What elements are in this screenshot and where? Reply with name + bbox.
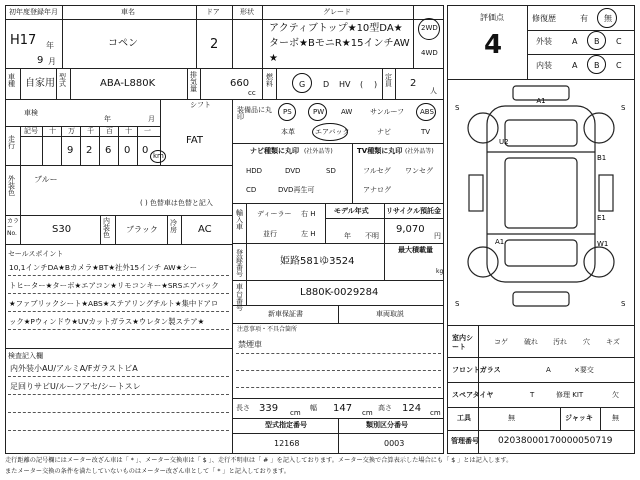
type-no-value: 12168 <box>274 439 300 448</box>
inspector-line-2: 足回りサビU/ルーフアセ/シートスレ <box>10 382 141 391</box>
ext-b-circle <box>587 31 606 50</box>
equip-aw: AW <box>341 108 353 116</box>
glass-label: フロントガラス <box>452 366 501 374</box>
door-value: 2 <box>210 37 219 52</box>
length-value: 339 <box>259 403 279 414</box>
int-b-circle <box>587 55 606 74</box>
model-year-unknown: 不明 <box>365 232 379 240</box>
sales-points-label: セールスポイント <box>8 250 64 258</box>
recycle-label: リサイクル預託金 <box>386 207 442 215</box>
mileage-unit-km: km <box>153 152 164 160</box>
shift-label: シフト <box>190 101 211 109</box>
first-reg-month-unit: 月 <box>48 57 56 66</box>
diag-e1: E1 <box>597 214 606 222</box>
int-opt-c: C <box>616 61 622 70</box>
recycle-value: 9,070 <box>396 224 425 235</box>
seat-opt-5: キズ <box>606 338 620 346</box>
mileage-digit-3: 6 <box>105 145 112 156</box>
seat-label: 室内シート <box>452 334 473 352</box>
height-value: 124 <box>402 403 422 414</box>
equip-airbag: エアバック <box>315 128 350 136</box>
int-color-label: 内装色 <box>103 217 110 239</box>
mileage-digit-1: 9 <box>67 145 74 156</box>
diag-a1-front: A1 <box>536 97 546 105</box>
place-10k: 万 <box>68 127 75 135</box>
color-value: ブルー <box>34 175 58 184</box>
equip-leather: 本革 <box>281 128 295 136</box>
equip-abs-circle <box>416 103 436 121</box>
seat-opt-4: 穴 <box>583 338 590 346</box>
seat-opt-1: コゲ <box>494 338 508 346</box>
spare-opt-kit: 修理 KIT <box>556 391 584 399</box>
mgmt-value: 020380001700000507​19 <box>498 436 613 446</box>
load-unit: kg <box>436 268 444 275</box>
color-code-value: S30 <box>52 224 72 235</box>
equip-ps: PS <box>283 108 292 116</box>
sales-line-1: 10,1インチDA★Bカメラ★BT★社外15インチ AW★シー <box>9 263 198 272</box>
navi-hdd: HDD <box>246 167 263 175</box>
tools-label: 工具 <box>457 414 471 422</box>
inspection-month: 月 <box>148 115 155 123</box>
diag-b1: B1 <box>597 154 607 162</box>
diag-s-4: S <box>621 300 626 308</box>
seat-opt-3: 汚れ <box>553 338 567 346</box>
mileage-digit-5: 0 <box>142 145 149 156</box>
sales-line-4: ック★Pウィンドウ★UVカットガラス★ウレタン製ステア★ <box>9 317 205 326</box>
inspection-year: 年 <box>104 115 111 123</box>
spare-opt-none: 欠 <box>612 391 619 399</box>
equip-airbag-circle <box>312 123 348 141</box>
length-unit: cm <box>290 409 301 417</box>
score-value: 4 <box>484 30 503 60</box>
place-1: 一 <box>144 127 151 135</box>
fuel-opt-g: G <box>299 80 306 89</box>
first-reg-year-unit: 年 <box>46 41 54 50</box>
import-dealer: ディーラー <box>257 210 292 218</box>
diag-w1: W1 <box>597 240 609 248</box>
navi-note: (社外品等) <box>304 148 333 155</box>
interior-label: 内装 <box>536 61 552 70</box>
ext-opt-a: A <box>572 37 578 46</box>
repair-no-circle <box>597 8 617 28</box>
model-label: 型式 <box>59 73 66 88</box>
model-value: ABA-L880K <box>100 78 156 89</box>
body-type: 自家用 <box>25 78 55 89</box>
recycle-unit: 円 <box>434 232 441 240</box>
tv-note: (社外品等) <box>405 148 434 155</box>
place-symbol: 記号 <box>24 127 38 135</box>
navi-label: ナビ種類に丸印 <box>250 147 299 155</box>
mileage-digit-4: 0 <box>124 145 131 156</box>
displacement: 660 <box>230 78 250 89</box>
shift-value: FAT <box>186 135 204 146</box>
spare-label: スペアタイヤ <box>452 391 494 399</box>
color-note: ( ) 色替車は色替と記入 <box>140 199 213 207</box>
navi-cd: CD <box>246 186 257 194</box>
fuel-label: 燃料 <box>266 73 273 88</box>
int-opt-b: B <box>594 61 600 70</box>
height-label: 高さ <box>378 404 392 412</box>
length-label: 長さ <box>236 404 250 412</box>
place-100k: 十 <box>49 127 56 135</box>
equip-sunroof: サンルーフ <box>370 108 405 116</box>
class-no-label: 類別区分番号 <box>366 421 408 429</box>
diag-s-3: S <box>455 300 460 308</box>
capacity-value: 2 <box>410 78 417 89</box>
equip-ps-circle <box>278 103 296 121</box>
diag-a1-rear: A1 <box>495 238 505 246</box>
new-car-warranty: 新車保証書 <box>268 310 303 318</box>
first-reg-label: 初年度登録年月 <box>9 8 58 16</box>
ac-value: AC <box>198 224 212 235</box>
width-value: 147 <box>333 403 353 414</box>
car-name-label: 車名 <box>121 8 135 16</box>
load-label: 最大積載量 <box>398 246 433 254</box>
notes-label: 注意事項・不具合箇所 <box>237 326 298 333</box>
class-no-value: 0003 <box>384 439 405 448</box>
equip-pw: PW <box>313 108 325 116</box>
height-unit: cm <box>430 409 441 417</box>
disp-unit: cc <box>248 89 256 97</box>
car-damage-diagram <box>447 80 635 325</box>
place-10: 十 <box>125 127 132 135</box>
type-no-label: 型式指定番号 <box>265 421 307 429</box>
width-unit: cm <box>362 409 373 417</box>
inspector-label: 検査記入欄 <box>8 352 43 360</box>
place-1k: 千 <box>87 127 94 135</box>
repair-opt-no: 無 <box>604 14 612 23</box>
tv-analog: アナログ <box>363 186 391 194</box>
navi-dvd: DVD <box>285 167 301 175</box>
first-reg-month: 9 <box>37 55 44 66</box>
chassis-value: L880K-0029284 <box>300 287 379 298</box>
equip-tv: TV <box>421 128 431 136</box>
place-100: 百 <box>106 127 113 135</box>
diag-s-1: S <box>455 104 460 112</box>
drive-4wd: 4WD <box>421 49 438 57</box>
disp-label: 排気量 <box>190 71 197 93</box>
inspector-line-1: 内外装小AU/アルミA/FガラストビA <box>10 364 138 373</box>
capacity-label: 定員 <box>385 73 392 88</box>
grade-line-3: ★ <box>269 53 278 64</box>
ac-label: 冷房 <box>170 219 177 234</box>
equipment-label: 装備品に丸印 <box>237 106 272 121</box>
drive-2wd: 2WD <box>421 24 438 32</box>
shape-label: 形状 <box>240 8 254 16</box>
footer-line-1: 走行距離の記号欄にはメーター改ざん車は「 * 」、メーター交換車は「 $ 」、走行不明車は「 # 」を記入しております。メーター交換で合算表示した場合にも「 $ 」とは記入します。 <box>5 457 513 464</box>
fuel-opt-close: ) <box>374 80 378 89</box>
owner-manual: 車両取説 <box>376 310 404 318</box>
glass-opt-a: A <box>546 366 551 374</box>
ext-opt-c: C <box>616 37 622 46</box>
sales-line-3: ★ファブリックシート★ABS★ステアリングチルト★集中ドアロ <box>9 299 219 308</box>
jack-label: ジャッキ <box>565 414 593 422</box>
tv-fullseg: フルセグ <box>363 167 391 175</box>
capacity-unit: 人 <box>430 87 437 95</box>
ext-opt-b: B <box>594 37 600 46</box>
color-label: 外装色 <box>8 175 15 197</box>
grade-line-2: ターボ★BモニR★15インチAW <box>269 38 410 49</box>
model-year-unit: 年 <box>344 232 351 240</box>
equip-abs: ABS <box>420 108 434 116</box>
fuel-opt-open: ( <box>360 80 364 89</box>
import-label: 輸入車 <box>236 209 243 231</box>
import-parallel: 並行 <box>263 230 277 238</box>
exterior-label: 外装 <box>536 37 552 46</box>
color-code-label: カラーNo. <box>7 218 20 237</box>
fuel-opt-hv: HV <box>339 80 351 89</box>
car-name: コペン <box>108 38 138 49</box>
sales-line-2: トヒーター★ターボ★エアコン★リモコンキー★SRSエアバック <box>9 281 219 290</box>
tv-label: TV種類に丸印 <box>357 147 403 155</box>
repair-label: 修復歴 <box>532 14 556 23</box>
registration-label: 登録番号 <box>236 249 243 278</box>
fuel-g-circle <box>292 73 312 93</box>
grade-label: グレード <box>323 8 351 16</box>
body-type-label: 車種 <box>8 73 15 88</box>
score-label: 評価点 <box>480 13 504 22</box>
repair-opt-yes: 有 <box>580 14 588 23</box>
diag-s-2: S <box>621 104 626 112</box>
door-label: ドア <box>206 8 220 16</box>
navi-sd: SD <box>326 167 336 175</box>
jack-value: 無 <box>612 414 619 422</box>
equip-navi: ナビ <box>377 128 391 136</box>
notes-value: 禁煙車 <box>238 340 262 349</box>
int-opt-a: A <box>572 61 578 70</box>
registration-value: 姫路581ゆ3524 <box>280 256 355 267</box>
navi-dvd-play: DVD再生可 <box>278 186 315 194</box>
footer-line-2: またメーター交換の条件を満たしていないものはメーター改ざん車として「 * 」と記入しております。 <box>5 468 290 475</box>
glass-opt-replace: ×要交 <box>574 366 594 374</box>
mileage-digit-2: 2 <box>86 145 93 156</box>
mgmt-label: 管理番号 <box>451 437 479 445</box>
first-reg-era: H17 <box>10 33 37 48</box>
inspection-label: 車検 <box>24 109 38 117</box>
model-year-label: モデル年式 <box>334 207 369 215</box>
diag-u2: U2 <box>499 138 509 146</box>
grade-line-1: アクティブトップ★10型DA★ <box>269 23 403 34</box>
equip-pw-circle <box>308 103 327 121</box>
tv-oneseg: ワンセグ <box>405 167 433 175</box>
width-label: 幅 <box>310 404 317 412</box>
tools-value: 無 <box>508 414 515 422</box>
mileage-label: 走行 <box>8 135 15 150</box>
int-color-value: ブラック <box>126 225 158 234</box>
fuel-opt-d: D <box>323 80 330 89</box>
chassis-label: 車台番号 <box>236 283 243 312</box>
import-left: 左 H <box>301 230 316 238</box>
spare-opt-t: T <box>530 391 535 399</box>
import-right: 右 H <box>301 210 316 218</box>
seat-opt-2: 破れ <box>524 338 538 346</box>
